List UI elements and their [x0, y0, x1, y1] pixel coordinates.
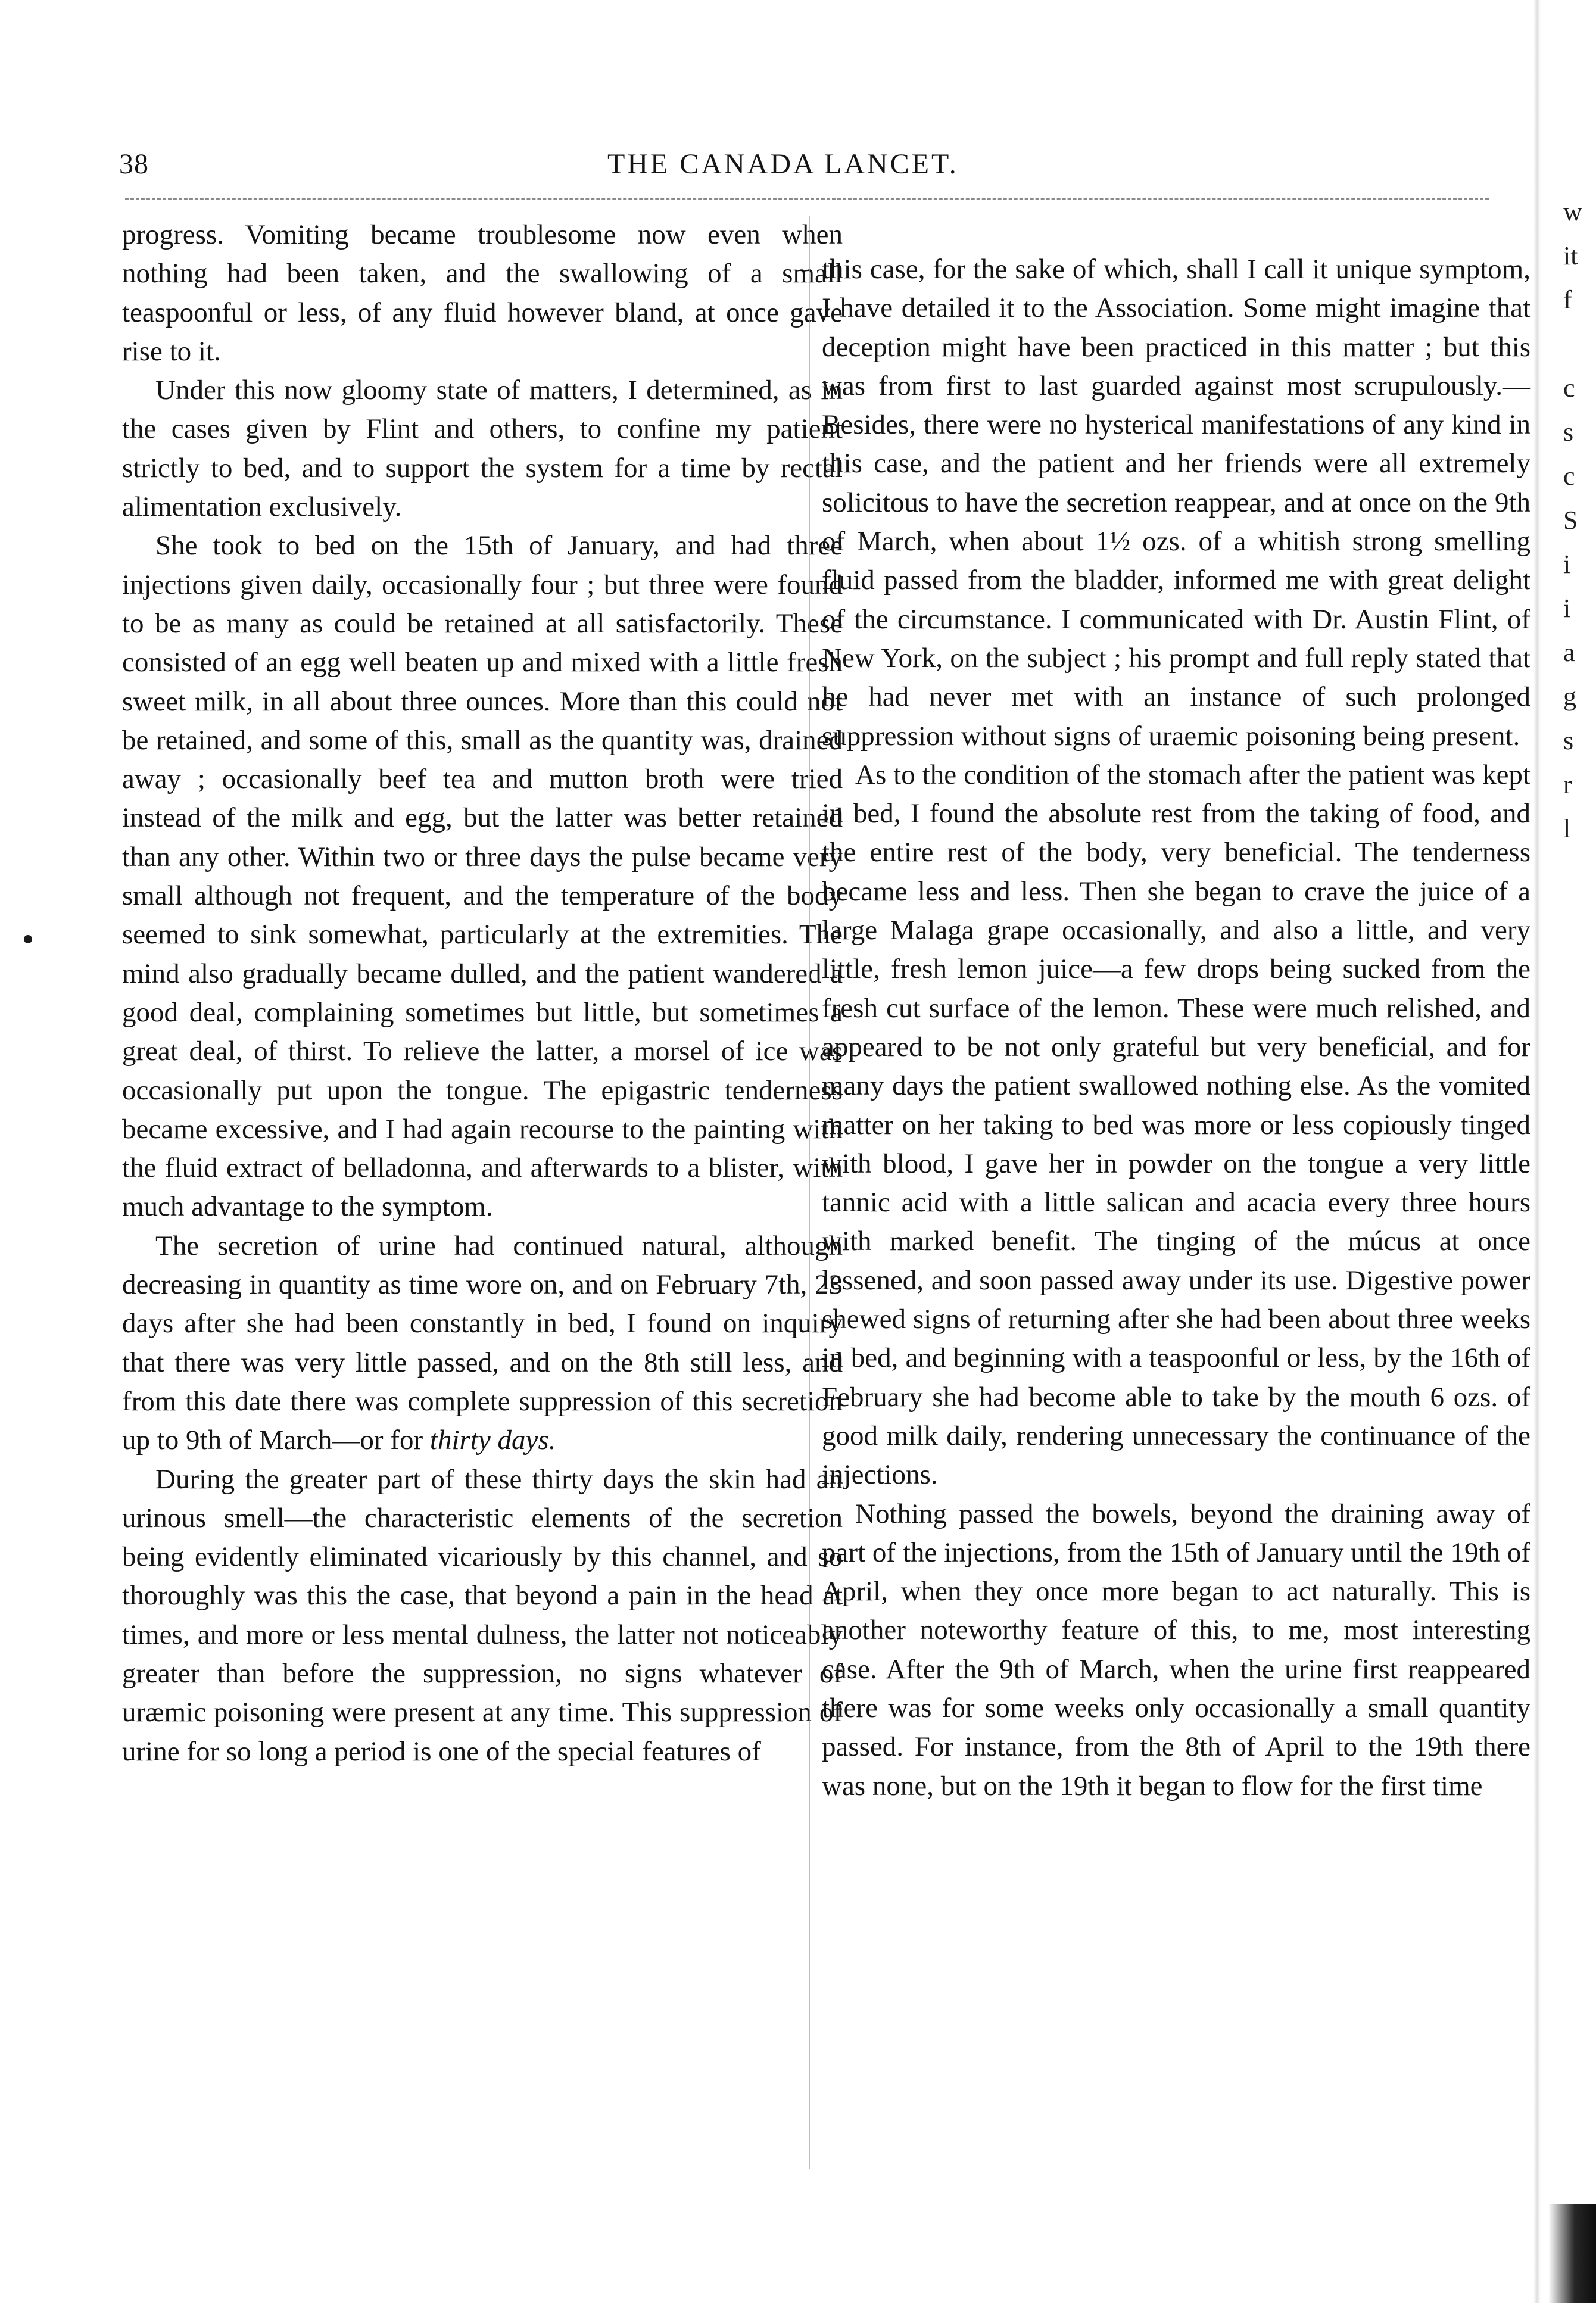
column-divider [809, 216, 810, 2169]
paragraph [122, 1227, 843, 1460]
paragraph-text: During the greater part of these thirty days the skin had an urinous smell—the characteristic elements of the secretion being evidently eliminated vicariously by this channel, and so thoroughly was this the case, that beyond a pain in the head at times, and more or less mental dulness, the latter not noticeably greater than before the suppression, no signs whatever of uræmic poisoning were present at any time. This suppression of urine for so long a period is one of the special features of [122, 1463, 843, 1767]
next-page-edge [1563, 197, 1596, 995]
paragraph [822, 250, 1530, 756]
edge-letter: f [1563, 285, 1572, 314]
running-title: THE CANADA LANCET. [607, 148, 959, 180]
paragraph [822, 1495, 1530, 1806]
edge-letter: i [1563, 550, 1571, 579]
paragraph [122, 526, 843, 1226]
right-column [822, 250, 1530, 1806]
edge-letter: S [1563, 506, 1578, 535]
paragraph [122, 1460, 843, 1771]
scan-edge-shadow [1548, 2204, 1596, 2303]
edge-letter: s [1563, 726, 1574, 755]
page-header [119, 148, 1495, 195]
paragraph-text: this case, for the sake of which, shall I call it unique symptom, I have detailed it to the Association. Some might imagine that deception might have been practiced in this matter ; but this was from first to last guarded against most scrupulously.— Besides, there were no hysterical manifestations of any kind in this case, and the patient and her friends were all extremely solicitous to have the secretion reappear, and at once on the 9th of March, when about 1½ ozs. of a whitish strong smelling fluid passed from the bladder, informed me with great delight of the circumstance. I communicated with Dr. Austin Flint, of New York, on the subject ; his prompt and full reply stated that he had never met with an instance of such prolonged suppression without signs of uraemic poisoning being present. [822, 254, 1530, 752]
edge-letter: a [1563, 638, 1575, 667]
edge-letter: it [1563, 241, 1578, 270]
paragraph-text: Under this now gloomy state of matters, I determined, as in the cases given by Flint and others, to confine my patient strictly to bed, and to support the system for a time by rectal alimentation exclusively. [122, 375, 843, 523]
edge-letter: r [1563, 770, 1572, 799]
header-rule [125, 198, 1489, 200]
paragraph-text: progress. Vomiting became troublesome now even when nothing had been taken, and the swallowing of a small teaspoonful or less, of any fluid however bland, at once gave rise to it. [122, 219, 843, 367]
paragraph [122, 371, 843, 526]
edge-letter: c [1563, 462, 1575, 491]
paragraph-text: The secretion of urine had continued natural, although decreasing in quantity as time wore on, and on February 7th, 23 days after she had been constantly in bed, I found on inquiry that there was very little passed, and on the 8th still less, and from this date there was complete suppression of this secretion up to 9th of March—or for [122, 1230, 843, 1456]
edge-letter: g [1563, 682, 1576, 711]
binding-shadow [1533, 0, 1541, 2303]
edge-letter: w [1563, 197, 1582, 226]
edge-letter: i [1563, 594, 1571, 623]
page-number: 38 [119, 148, 149, 180]
edge-letter: c [1563, 373, 1575, 403]
emphasis-text: thirty days. [429, 1425, 556, 1456]
paragraph-text: She took to bed on the 15th of January, and had three injections given daily, occasionally four ; but three were found to be as many as could be retained at all satisfactorily. These consisted of an egg well beaten up and mixed with a little fresh sweet milk, in all about three ounces. More than this could not be retained, and some of this, small as the quantity was, drained away ; occasionally beef tea and mutton broth were tried instead of the milk and egg, but the latter was better retained than any other. Within two or three days the pulse became very small although not frequent, and the temperature of the body seemed to sink somewhat, particularly at the extremities. The mind also gradually became dulled, and the patient wandered a good deal, complaining sometimes but little, but sometimes a great deal, of thirst. To relieve the latter, a morsel of ice was occasionally put upon the tongue. The epigastric tenderness became excessive, and I had again recourse to the painting with the fluid extract of belladonna, and afterwards to a blister, with much advantage to the symptom. [122, 530, 843, 1223]
paragraph-text: As to the condition of the stomach after the patient was kept in bed, I found the absolute rest from the taking of food, and the entire rest of the body, very beneficial. The tenderness became less and less. Then she began to crave the juice of a large Malaga grape occasionally, and also a little, and very little, fresh lemon juice—a few drops being sucked from the fresh cut surface of the lemon. These were much relished, and appeared to be not only grateful but very beneficial, and for many days the patient swallowed nothing else. As the vomited matter on her taking to bed was more or less copiously tinged with blood, I gave her in powder on the tongue a very little tannic acid with a little salican and acacia every three hours with marked benefit. The tinging of the múcus at once lessened, and soon passed away under its use. Digestive power shewed signs of returning after she had been about three weeks in bed, and beginning with a teaspoonful or less, by the 16th of February she had become able to take by the mouth 6 ozs. of good milk daily, rendering unnecessary the continuance of the injections. [822, 759, 1530, 1491]
left-column [122, 216, 843, 1771]
ink-speck [24, 935, 32, 943]
edge-letter: s [1563, 417, 1574, 447]
paragraph [822, 756, 1530, 1495]
paragraph [122, 216, 843, 371]
paragraph-text: Nothing passed the bowels, beyond the draining away of part of the injections, from the 15th of January until the 19th of April, when they once more began to act naturally. This is another noteworthy feature of this, to me, most interesting case. After the 9th of March, when the urine first reappeared there was for some weeks only occasionally a small quantity passed. For instance, from the 8th of April to the 19th there was none, but on the 19th it began to flow for the first time [822, 1498, 1530, 1802]
edge-letter: l [1563, 814, 1571, 843]
edge-letter [1563, 329, 1596, 373]
